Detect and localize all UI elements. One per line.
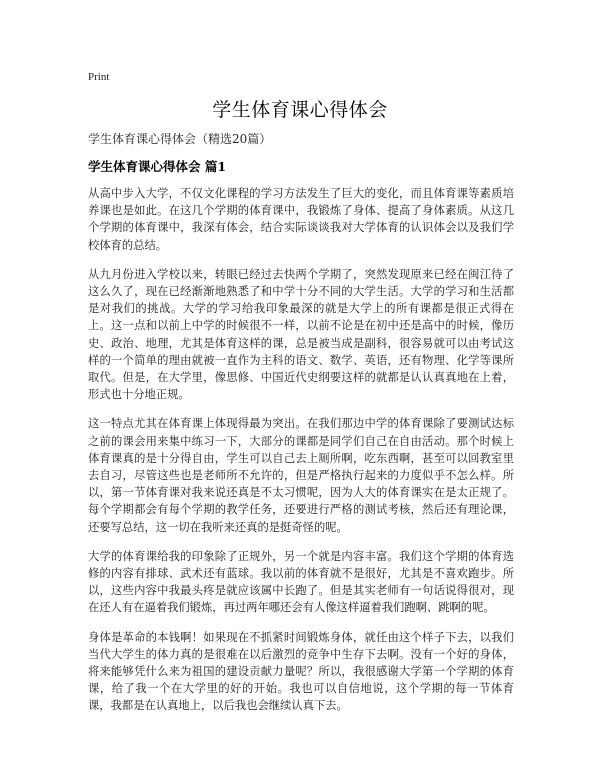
paragraph: 从九月份进入学校以来，转眼已经过去快两个学期了，突然发现原来已经在闽江待了这么久了，现在已经渐渐地熟悉了和中学十分不同的大学生活。大学的学习和生活都是对我们的挑战。大学的学习给我印象最深的就是大学上的所有课都是很正式得在上。这一点和以前上中学的时候很不一样，以前不论是在初中还是高中的时候，像历史、政治、地理，尤其是体育这样的课，总是被当成是副科，很容易就可以由考试这样的一个简单的理由就被一直作为主科的语文、数学、英语，还有物理、化学等课所取代。但是，在大学里，像思修、中国近代史纲要这样的就都是认认真真地在上着，形式也十分地正规。 xyxy=(88,267,514,402)
print-link[interactable]: Print xyxy=(88,71,110,83)
paragraph: 这一特点尤其在体育课上体现得最为突出。在我们那边中学的体育课除了要测试达标之前的课会用来集中练习一下，大部分的课都是同学们自己在自由活动。那个时候上体育课真的是十分得自由，学生可以自己去上厕所啊，吃东西啊，甚至可以回教室里去自习，尽管这些也是老师所不允许的，但是严格执行起来的力度似乎不怎么样。所以，第一节体育课对我来说还真是不太习惯呢，因为人大的体育课实在是太正规了。每个学期都会有每个学期的教学任务，还要进行严格的测试考核，然后还有理论课，还要写总结，这一切在我听来还真的是挺奇怪的呢。 xyxy=(88,417,514,534)
paragraph: 大学的体育课给我的印象除了正规外，另一个就是内容丰富。我们这个学期的体育选修的内容有排球、武术还有蓝球。我以前的体育就不是很好，尤其是不喜欢跑步。所以，这些内容中我最头疼是就应该属中长跑了。但是其实老师有一句话说得很对，现在还人有在逼着我们锻炼，再过两年哪还会有人像这样逼着我们跑啊、跳啊的呢。 xyxy=(88,549,514,615)
document-title: 学生体育课心得体会 xyxy=(212,99,388,121)
paragraph: 身体是革命的本钱啊！如果现在不抓紧时间锻炼身体，就任由这个样子下去，以我们当代大学生的体力真的是很难在以后激烈的竞争中生存下去啊。没有一个好的身体，将来能够凭什么来为祖国的建设贡献力量呢？所以，我很感谢大学第一个学期的体育课，给了我一个在大学里的好的开始。我也可以自信地说，这个学期的每一节体育课，我都是在认真地上，以后我也会继续认真下去。 xyxy=(88,630,514,713)
document-subtitle: 学生体育课心得体会（精选20篇） xyxy=(88,132,272,146)
paragraph: 从高中步入大学，不仅文化课程的学习方法发生了巨大的变化，而且体育课等素质培养课也是如此。在这几个学期的体育课中，我锻炼了身体、提高了身体素质。从这几个学期的体育课中，我深有体会，结合实际谈谈我对大学体育的认识体会以及我们学校体育的总结。 xyxy=(88,187,514,252)
section-heading: 学生体育课心得体会 篇1 xyxy=(88,159,227,174)
article-body xyxy=(88,185,514,727)
